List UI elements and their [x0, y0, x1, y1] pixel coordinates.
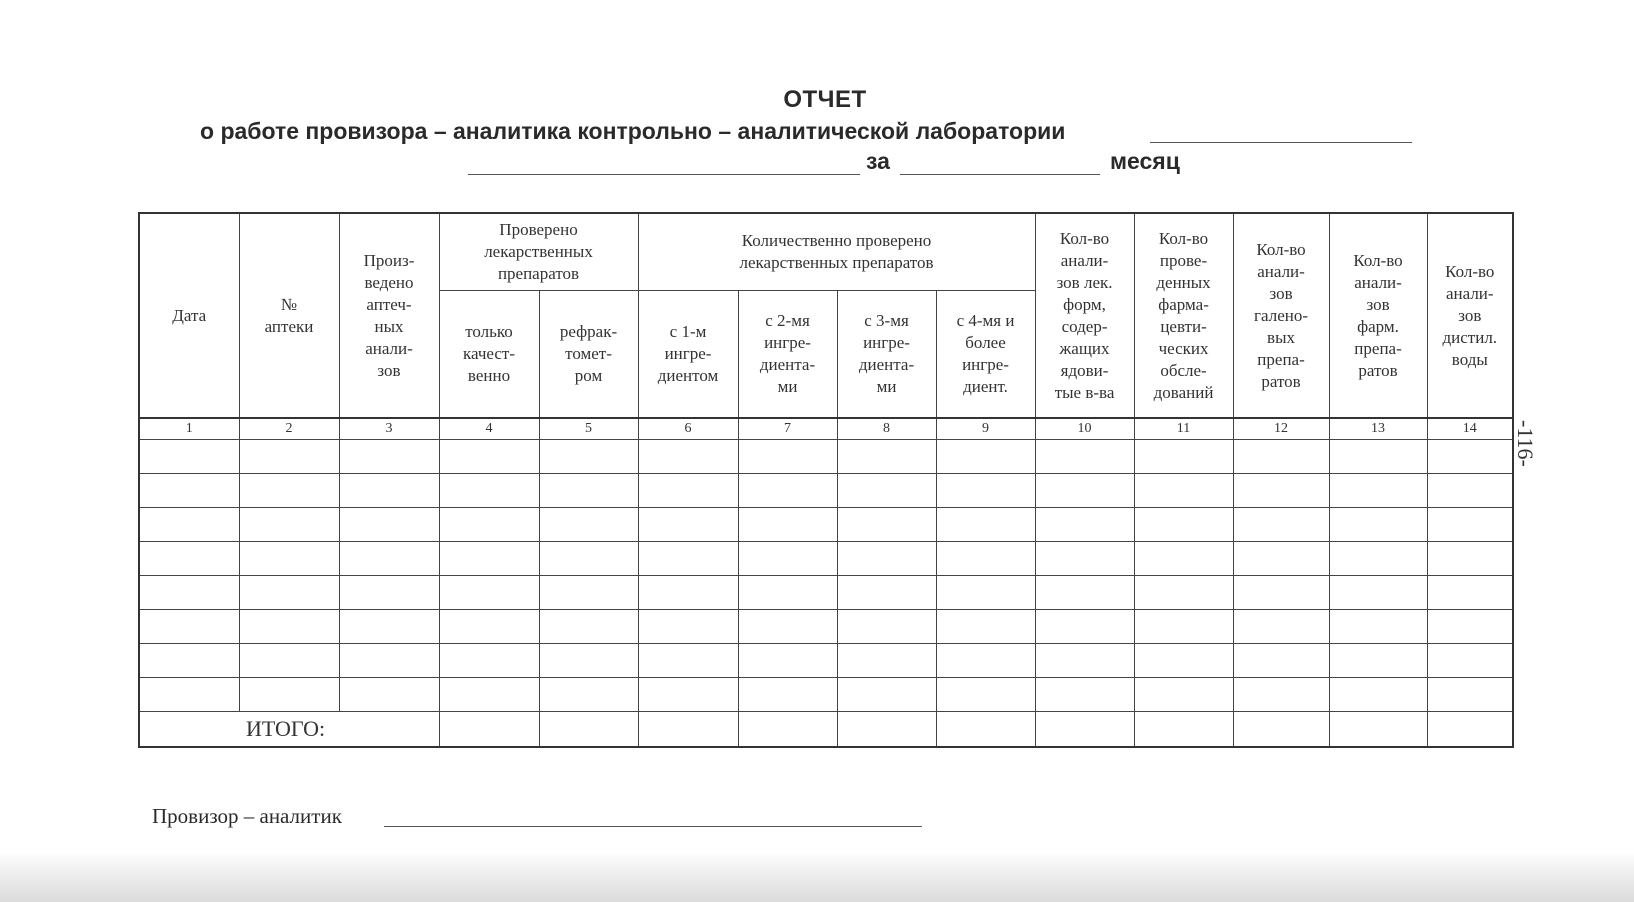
table-row: [139, 610, 1513, 644]
month-blank-line: [900, 174, 1100, 175]
header-produced-analyses: Произ- ведено аптеч- ных анали- зов: [339, 213, 439, 418]
column-number: 14: [1427, 418, 1513, 440]
header-poison-forms: Кол-во анали- зов лек. форм, содер- жащих ядови- тые в-ва: [1035, 213, 1134, 418]
table-cell[interactable]: [837, 644, 936, 678]
signature-blank-line: [384, 826, 922, 827]
table-cell[interactable]: [1233, 610, 1329, 644]
header-only-qualitative: только качест- венно: [439, 290, 539, 418]
table-cell[interactable]: [539, 474, 638, 508]
report-subtitle: [200, 118, 1065, 145]
table-cell[interactable]: [936, 678, 1035, 712]
column-number: 3: [339, 418, 439, 440]
table-cell[interactable]: [1035, 576, 1134, 610]
table-cell[interactable]: [339, 508, 439, 542]
table-cell[interactable]: [539, 576, 638, 610]
table-cell[interactable]: [1427, 508, 1513, 542]
table-cell[interactable]: [1233, 474, 1329, 508]
column-number: 10: [1035, 418, 1134, 440]
header-pharm-surveys: Кол-во прове- денных фарма- цевти- ческих обсле- дований: [1134, 213, 1233, 418]
total-cell[interactable]: [936, 712, 1035, 748]
table-cell[interactable]: [539, 440, 638, 474]
scan-shadow: [0, 852, 1634, 902]
table-cell[interactable]: [936, 542, 1035, 576]
header-one-ingredient: с 1-м ингре- диентом: [638, 290, 738, 418]
header-two-ingredients: с 2-мя ингре- диента- ми: [738, 290, 837, 418]
table-cell[interactable]: [1329, 440, 1427, 474]
table-cell[interactable]: [1134, 678, 1233, 712]
table-cell[interactable]: [139, 440, 239, 474]
table-cell[interactable]: [1427, 576, 1513, 610]
total-cell[interactable]: [1035, 712, 1134, 748]
table-cell[interactable]: [936, 508, 1035, 542]
data-rows: [139, 440, 1513, 712]
table-cell[interactable]: [1134, 576, 1233, 610]
table-cell[interactable]: [1233, 508, 1329, 542]
header-pharm-preparations: Кол-во анали- зов фарм. препа- ратов: [1329, 213, 1427, 418]
table-cell[interactable]: [439, 678, 539, 712]
column-number: 2: [239, 418, 339, 440]
table-cell[interactable]: [539, 508, 638, 542]
total-cell[interactable]: [439, 712, 539, 748]
table-cell[interactable]: [1134, 440, 1233, 474]
table-cell[interactable]: [1035, 440, 1134, 474]
table-cell[interactable]: [1233, 576, 1329, 610]
column-number: 1: [139, 418, 239, 440]
table-cell[interactable]: [339, 644, 439, 678]
table-cell[interactable]: [1233, 542, 1329, 576]
total-cell[interactable]: [738, 712, 837, 748]
table-cell[interactable]: [638, 508, 738, 542]
table-cell[interactable]: [1427, 474, 1513, 508]
table-cell[interactable]: [837, 610, 936, 644]
total-cell[interactable]: [539, 712, 638, 748]
report-table: [138, 212, 1514, 748]
column-number: 8: [837, 418, 936, 440]
table-cell[interactable]: [1329, 576, 1427, 610]
table-cell[interactable]: [738, 644, 837, 678]
table-cell[interactable]: [738, 678, 837, 712]
table-cell[interactable]: [837, 678, 936, 712]
table-cell[interactable]: [439, 542, 539, 576]
column-number-row: [139, 418, 1513, 440]
laboratory-blank-line: [1150, 142, 1412, 143]
header-checked-group: Проверено лекарственных препаратов: [439, 213, 638, 290]
table-cell[interactable]: [339, 610, 439, 644]
column-number: 5: [539, 418, 638, 440]
table-row: [139, 508, 1513, 542]
table-cell[interactable]: [1134, 610, 1233, 644]
header-three-ingredients: с 3-мя ингре- диента- ми: [837, 290, 936, 418]
table-row: [139, 576, 1513, 610]
table-cell[interactable]: [239, 440, 339, 474]
table-cell[interactable]: [936, 440, 1035, 474]
table-cell[interactable]: [638, 474, 738, 508]
table-cell[interactable]: [1035, 542, 1134, 576]
header-quantitative-group: Количественно проверено лекарственных препаратов: [638, 213, 1035, 290]
table-cell[interactable]: [339, 474, 439, 508]
table-cell[interactable]: [1035, 474, 1134, 508]
table-cell[interactable]: [1329, 610, 1427, 644]
table-cell[interactable]: [936, 644, 1035, 678]
table-cell[interactable]: [1427, 678, 1513, 712]
table-cell[interactable]: [239, 644, 339, 678]
table-cell[interactable]: [439, 508, 539, 542]
report-title: ОТЧЕТ: [783, 86, 867, 113]
table-cell[interactable]: [139, 508, 239, 542]
table-cell[interactable]: [638, 576, 738, 610]
header-galenic-analyses: Кол-во анали- зов галено- вых препа- ратов: [1233, 213, 1329, 418]
table-cell[interactable]: [1427, 610, 1513, 644]
table-cell[interactable]: [239, 610, 339, 644]
name-blank-line: [468, 174, 860, 175]
table-cell[interactable]: [439, 440, 539, 474]
table-cell[interactable]: [1035, 508, 1134, 542]
total-cell[interactable]: [1233, 712, 1329, 748]
table-row: [139, 440, 1513, 474]
table-cell[interactable]: [539, 542, 638, 576]
column-number: 7: [738, 418, 837, 440]
total-cell[interactable]: [837, 712, 936, 748]
header-four-ingredients: с 4-мя и более ингре- диент.: [936, 290, 1035, 418]
month-label: месяц: [1110, 148, 1180, 174]
table-cell[interactable]: [339, 576, 439, 610]
table-cell[interactable]: [1233, 678, 1329, 712]
table-cell[interactable]: [638, 610, 738, 644]
table-cell[interactable]: [239, 576, 339, 610]
total-cell[interactable]: [1134, 712, 1233, 748]
table-cell[interactable]: [439, 576, 539, 610]
table-cell[interactable]: [539, 610, 638, 644]
table-cell[interactable]: [439, 610, 539, 644]
table-row: [139, 678, 1513, 712]
table-row: [139, 644, 1513, 678]
table-cell[interactable]: [339, 440, 439, 474]
table-cell[interactable]: [936, 474, 1035, 508]
table-cell[interactable]: [139, 610, 239, 644]
table-cell[interactable]: [439, 474, 539, 508]
table-cell[interactable]: [139, 576, 239, 610]
table-row: [139, 474, 1513, 508]
table-cell[interactable]: [539, 678, 638, 712]
table-cell[interactable]: [1329, 644, 1427, 678]
table-cell[interactable]: [339, 678, 439, 712]
total-cell[interactable]: [1427, 712, 1513, 748]
table-cell[interactable]: [1134, 644, 1233, 678]
table-cell[interactable]: [936, 576, 1035, 610]
total-cell[interactable]: [1329, 712, 1427, 748]
table-cell[interactable]: [139, 678, 239, 712]
table-cell[interactable]: [638, 542, 738, 576]
table-cell[interactable]: [837, 474, 936, 508]
page-number: -116-: [1513, 420, 1538, 467]
table-cell[interactable]: [139, 474, 239, 508]
table-cell[interactable]: [936, 610, 1035, 644]
column-number: 9: [936, 418, 1035, 440]
za-label: за: [866, 148, 890, 174]
column-number: 13: [1329, 418, 1427, 440]
table-cell[interactable]: [1035, 678, 1134, 712]
column-number: 11: [1134, 418, 1233, 440]
table-cell[interactable]: [738, 610, 837, 644]
table-cell[interactable]: [1035, 610, 1134, 644]
table-cell[interactable]: [539, 644, 638, 678]
table-cell[interactable]: [738, 542, 837, 576]
table-cell[interactable]: [738, 576, 837, 610]
table-cell[interactable]: [638, 644, 738, 678]
table-cell[interactable]: [1134, 508, 1233, 542]
signature-label: Провизор – аналитик: [152, 804, 342, 828]
table-cell[interactable]: [1329, 474, 1427, 508]
table-cell[interactable]: [139, 644, 239, 678]
header-distilled-water: Кол-во анали- зов дистил. воды: [1427, 213, 1513, 418]
table-cell[interactable]: [139, 542, 239, 576]
header-pharmacy-number: № аптеки: [239, 213, 339, 418]
table-cell[interactable]: [1427, 644, 1513, 678]
total-cell[interactable]: [638, 712, 738, 748]
table-cell[interactable]: [1427, 440, 1513, 474]
total-label: ИТОГО:: [139, 712, 439, 748]
table-cell[interactable]: [1329, 508, 1427, 542]
table-cell[interactable]: [837, 576, 936, 610]
table-cell[interactable]: [837, 508, 936, 542]
table-cell[interactable]: [638, 440, 738, 474]
table-cell[interactable]: [738, 440, 837, 474]
table-cell[interactable]: [239, 542, 339, 576]
table-cell[interactable]: [1427, 542, 1513, 576]
table-cell[interactable]: [239, 678, 339, 712]
table-cell[interactable]: [738, 508, 837, 542]
table-cell[interactable]: [239, 474, 339, 508]
column-number: 12: [1233, 418, 1329, 440]
table-cell[interactable]: [837, 440, 936, 474]
table-cell[interactable]: [1329, 678, 1427, 712]
header-refractometer: рефрак- томет- ром: [539, 290, 638, 418]
table-cell[interactable]: [1134, 542, 1233, 576]
subtitle-text: о работе провизора – аналитика контрольно – аналитической лаборатории: [200, 118, 1066, 144]
table-row: [139, 542, 1513, 576]
table-cell[interactable]: [339, 542, 439, 576]
table-cell[interactable]: [638, 678, 738, 712]
table-cell[interactable]: [1233, 440, 1329, 474]
column-number: 4: [439, 418, 539, 440]
table-cell[interactable]: [738, 474, 837, 508]
table-cell[interactable]: [1233, 644, 1329, 678]
column-number: 6: [638, 418, 738, 440]
table-cell[interactable]: [1329, 542, 1427, 576]
table-cell[interactable]: [837, 542, 936, 576]
header-date: Дата: [139, 213, 239, 418]
table-cell[interactable]: [239, 508, 339, 542]
table-cell[interactable]: [1035, 644, 1134, 678]
header-row-1: [139, 213, 1513, 290]
table-cell[interactable]: [1134, 474, 1233, 508]
total-row: [139, 712, 1513, 748]
table-cell[interactable]: [439, 644, 539, 678]
